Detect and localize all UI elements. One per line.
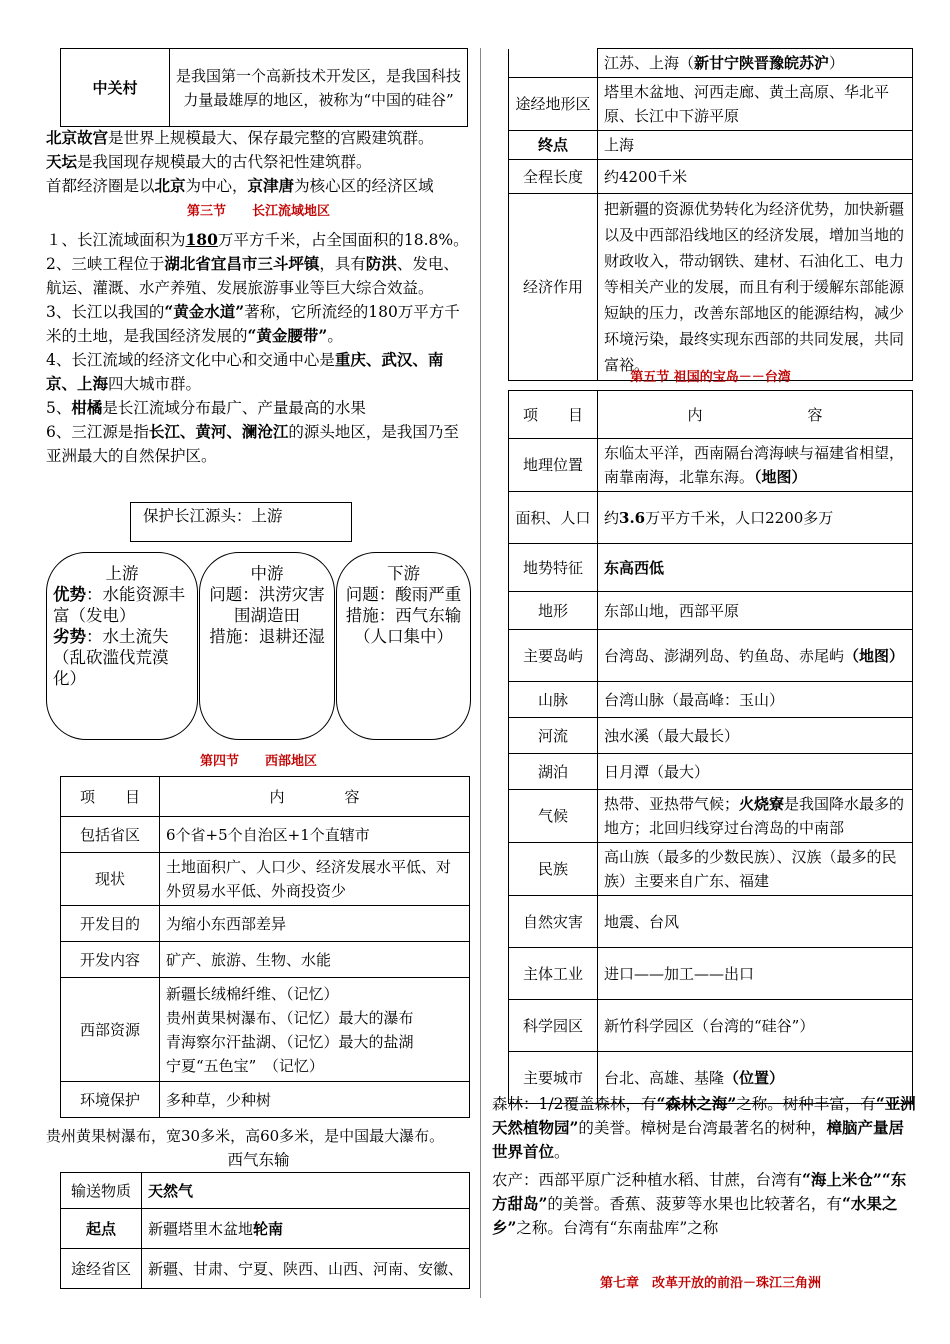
flow-midstream: 中游 问题：洪涝灾害 围湖造田 措施：退耕还湿	[199, 552, 335, 740]
gugong-line: 北京故宫是世界上规模最大、保存最完整的宫殿建筑群。	[46, 128, 434, 147]
jjq-line: 首都经济圈是以北京为中心，京津唐为核心区的经济区域	[46, 176, 434, 195]
yz-p3: 3、长江以我国的“黄金水道”著称，它所流经的180万平方千米的土地，是我国经济发展的“黄金腰带”。	[46, 302, 460, 345]
xq-table-a: 输送物质 天然气 起点 新疆塔里木盆地轮南 途经省区 新疆、甘肃、宁夏、陕西、山西、河南、安徽、	[60, 1172, 470, 1289]
column-divider	[480, 48, 481, 1298]
flow-downstream: 下游 问题：酸雨严重 措施：西气东输（人口集中）	[336, 552, 471, 740]
yz-p4: 4、长江流域的经济文化中心和交通中心是重庆、武汉、南京、上海四大城市群。	[46, 350, 444, 393]
chapter-7-title: 第七章 改革开放的前沿－珠江三角洲	[599, 1276, 821, 1291]
flow-upstream: 上游 优势：水能资源丰富（发电） 劣势：水土流失（乱砍滥伐荒漠化）	[46, 552, 198, 740]
west-resources: 新疆长绒棉纤维、（记忆） 贵州黄果树瀑布、（记忆）最大的瀑布 青海察尔汗盐湖、（记忆）最大的盐湖 宁夏“五色宝” （记忆）	[160, 978, 470, 1082]
tiantan-line: 天坛是我国现存规模最大的古代祭祀性建筑群。	[46, 152, 372, 171]
zgc-table	[60, 48, 468, 127]
section-5-title: 第五节 祖国的宝岛－－台湾	[630, 370, 791, 385]
hgs-line: 贵州黄果树瀑布，宽30多米，高60多米，是中国最大瀑布。	[46, 1127, 445, 1145]
xqdsh-title: 西气东输	[227, 1151, 290, 1169]
yz-p2: 2、三峡工程位于湖北省宜昌市三斗坪镇，具有防洪、发电、航运、灌溉、水产养殖、发展旅游事业等巨大综合效益。	[46, 254, 459, 297]
section-4-title: 第四节 西部地区	[199, 754, 317, 769]
xq-table-b: 江苏、上海（新甘宁陕晋豫皖苏沪） 途经地形区 塔里木盆地、河西走廊、黄土高原、华北平原、长江中下游平原 终点 上海 全程长度 约4200千米 经济作用 把新疆的资源优势转化为经济优势，加快新疆以及中西部沿线地区的经济发展，增加当地的财政收入，带动钢铁、建材、石油化工、电力等相关产业的发展，而且有利于缓解东部能源短缺的压力，改善东部地区的能源结构，减少环境污染，最终实现东西部的共同发展，共同富裕。	[508, 48, 913, 381]
yz-p1: １、长江流域面积为180万平方千米，占全国面积的18.8%。	[46, 230, 469, 249]
tw-table: 项 目 内 容 地理位置 东临太平洋，西南隔台湾海峡与福建省相望，南靠南海，北靠东海。（地图） 面积、人口 约3.6万平方千米，人口2200多万 地势特征 东高西低 地形 东部山地，西部平原 主要岛屿 台湾岛、澎湖列岛、钓鱼岛、赤尾屿（地图） 山脉 台湾山脉（最高峰：玉山） 河流 浊水溪（最大最长） 湖泊 日月潭（最大） 气候 热带、亚热带气候；火烧寮是我国降水最多的地方；北回归线穿过台湾岛的中南部 民族 高山族（最多的少数民族）、汉族（最多的民族）主要来自广东、福建 自然灾害 地震、台风 主体工业 进口——加工——出口 科学园区 新竹科学园区（台湾的“硅谷”） 主要城市 台北、高雄、基隆（位置）	[508, 390, 913, 1104]
zgc-desc: 是我国第一个高新技术开发区，是我国科技力量最雄厚的地区，被称为“中国的硅谷”	[170, 49, 468, 127]
section-3-title: 第三节 长江流域地区	[186, 204, 330, 219]
west-table: 项 目 内 容 包括省区 6个省+5个自治区+1个直辖市 现状 土地面积广、人口少、经济发展水平低、对外贸易水平低、外商投资少 开发目的 为缩小东西部差异 开发内容 矿产、旅游、生物、水能 西部资源 新疆长绒棉纤维、（记忆） 贵州黄果树瀑布、（记忆）最大的瀑布 青海察尔汗盐湖、（记忆）最大的盐湖 宁夏“五色宝” （记忆） 环境保护 多种草，少种树	[60, 776, 470, 1118]
forest-paragraph: 森林：1/2覆盖森林，有“森林之海”之称。树种丰富，有“亚洲天然植物园”的美誉。樟树是台湾最著名的树种，樟脑产量居世界首位。	[492, 1094, 916, 1161]
yz-p5: 5、柑橘是长江流域分布最广、产量最高的水果	[46, 398, 366, 417]
zgc-name: 中关村	[61, 49, 170, 127]
farm-paragraph: 农产：西部平原广泛种植水稻、甘蔗，台湾有“海上米仓”“东方甜岛”的美誉。香蕉、菠萝等水果也比较著名，有“水果之乡”之称。台湾有“东南盐库”之称	[492, 1170, 907, 1237]
yz-p6: 6、三江源是指长江、黄河、澜沧江的源头地区，是我国乃至亚洲最大的自然保护区。	[46, 422, 459, 465]
protect-box: 保护长江源头：上游	[130, 502, 352, 542]
